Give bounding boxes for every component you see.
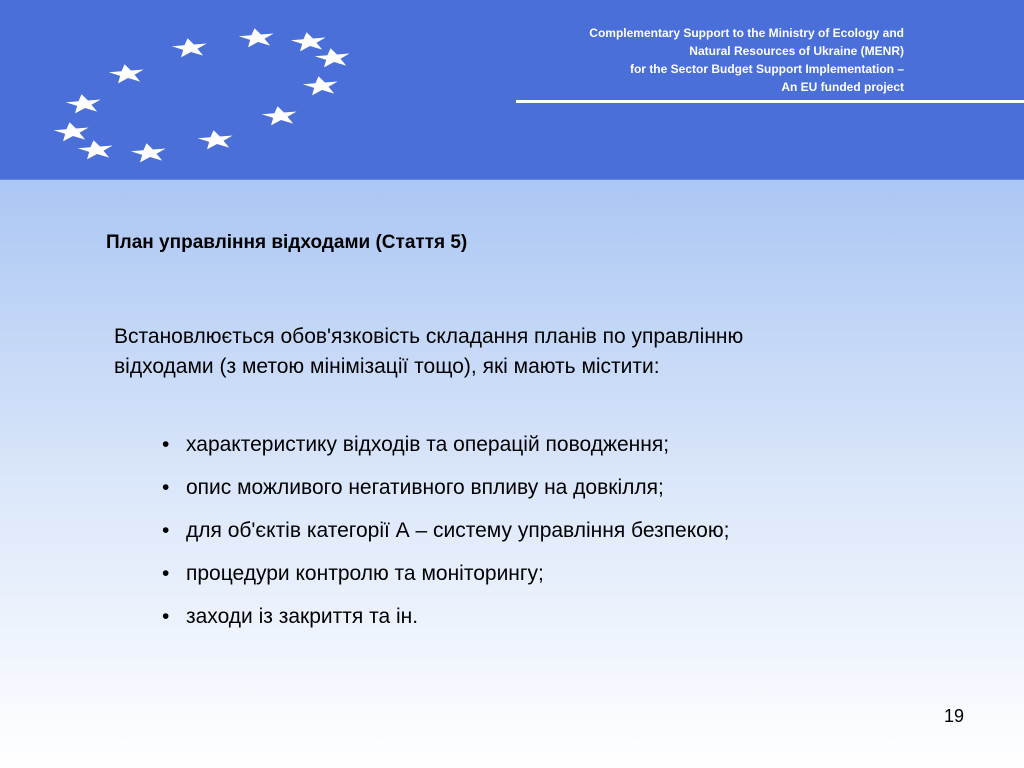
project-caption-line: Natural Resources of Ukraine (MENR): [689, 44, 904, 58]
bullet-icon: •: [162, 433, 170, 456]
project-caption-line: Complementary Support to the Ministry of Ecology and: [589, 26, 904, 40]
project-caption-line: An EU funded project: [781, 80, 904, 94]
list-item: [162, 466, 729, 509]
project-caption-line: for the Sector Budget Support Implementation –: [629, 62, 904, 76]
bullet-icon: •: [162, 476, 170, 499]
list-item: [162, 595, 729, 638]
project-caption: [589, 24, 904, 96]
list-item: [162, 509, 729, 552]
bullet-list: [162, 423, 729, 638]
bullet-icon: •: [162, 519, 170, 542]
list-item-text: заходи із закриття та ін.: [186, 605, 419, 628]
eu-stars-icon: [0, 0, 420, 180]
list-item-text: опис можливого негативного впливу на довкілля;: [186, 476, 664, 499]
intro-line: відходами (з метою мінімізації тощо), які мають містити:: [114, 355, 660, 378]
intro-line: Встановлюється обов'язковість складання планів по управлінню: [114, 325, 744, 348]
header-divider: [516, 100, 1024, 103]
list-item-text: процедури контролю та моніторингу;: [186, 562, 544, 585]
intro-paragraph: [114, 322, 914, 382]
list-item-text: для об'єктів категорії А – систему управління безпекою;: [186, 519, 730, 542]
list-item-text: характеристику відходів та операцій поводження;: [186, 433, 670, 456]
list-item: [162, 423, 729, 466]
bullet-icon: •: [162, 562, 170, 585]
header-banner: [0, 0, 1024, 180]
list-item: [162, 552, 729, 595]
page-number: 19: [943, 706, 964, 726]
slide-title: План управління відходами (Стаття 5): [106, 232, 468, 253]
bullet-icon: •: [162, 605, 170, 628]
